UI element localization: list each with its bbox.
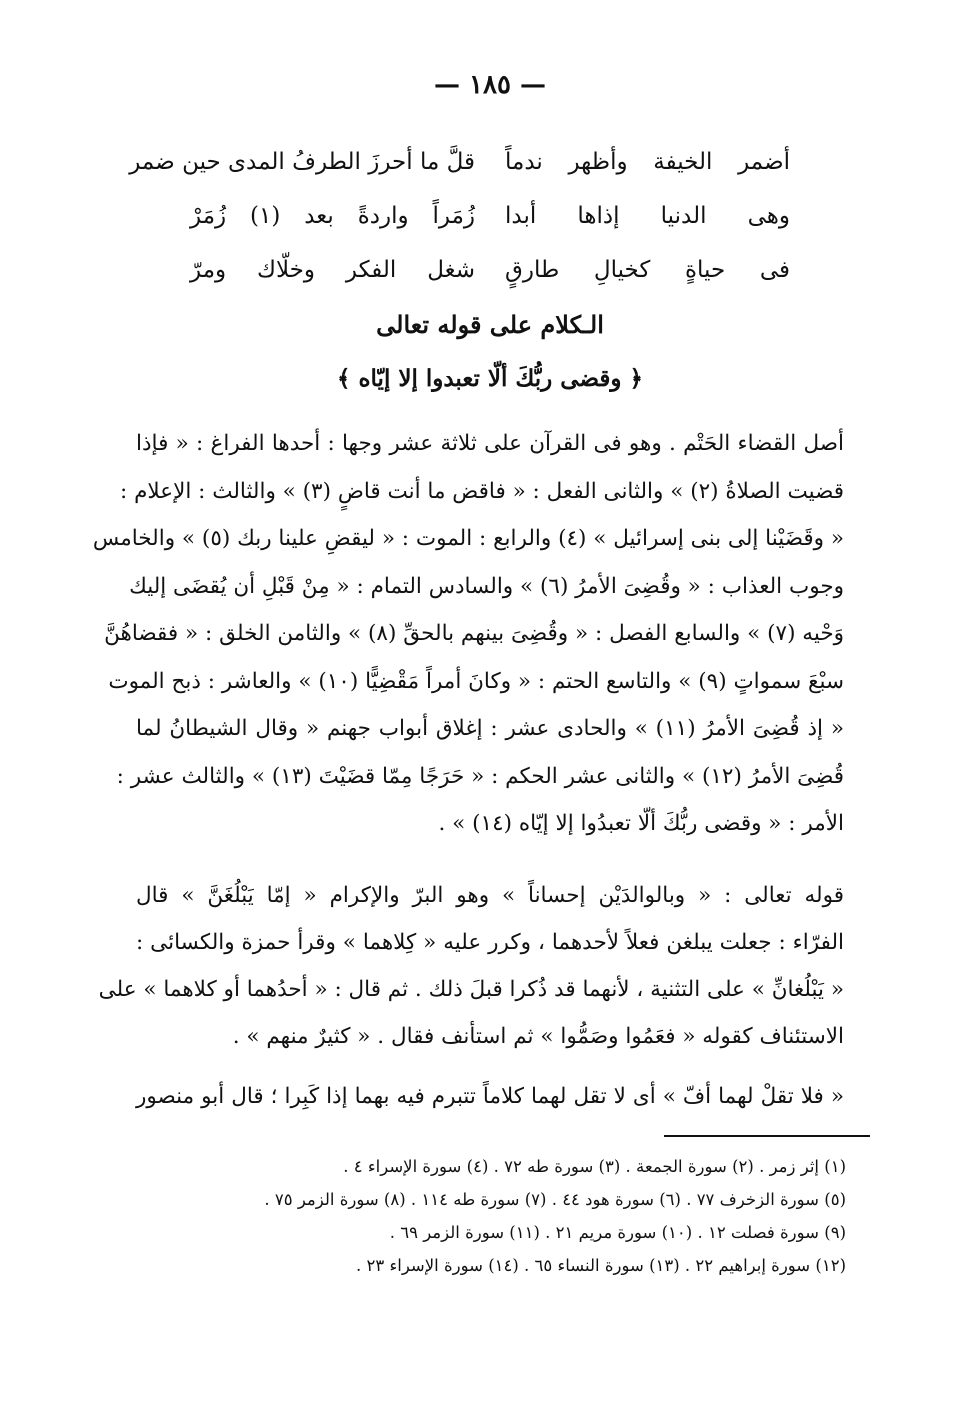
section-title: الـكلام على قوله تعالى bbox=[376, 310, 604, 339]
page-number: — ١٨٥ — bbox=[433, 70, 547, 100]
poem-verse bbox=[190, 243, 790, 297]
text-line: وجوب العذاب : « وقُضِىَ الأمرُ (٦) » والسادس التمام : « مِنْ قَبْلِ أن يُقضَى إليك bbox=[129, 573, 844, 599]
text-line: قضيت الصلاةُ (٢) » والثانى الفعل : « فاقض ما أنت قاضٍ (٣) » والثالث : الإعلام : bbox=[120, 478, 844, 504]
text-line: قوله تعالى : « وبالوالدَيْن إحساناً » وهو البرّ والإكرام « إمّا يَبْلُغَنَّ » قال bbox=[136, 883, 844, 908]
footnote-line: (٥) سورة الزخرف ٧٧ . (٦) سورة هود ٤٤ . (٧) سورة طه ١١٤ . (٨) سورة الزمر ٧٥ . bbox=[264, 1190, 846, 1209]
verse-first-hemistich: أضمر الخيفة وأظهر ندماً bbox=[505, 149, 790, 175]
footnote-divider bbox=[664, 1135, 870, 1137]
text-line: الاستئناف كقوله « فعَمُوا وصَمُّوا » ثم استأنف فقال . « كثيرٌ منهم » . bbox=[232, 1024, 844, 1049]
paragraph-parents bbox=[98, 872, 844, 1060]
poem bbox=[129, 135, 790, 297]
text-line: الفرّاء : جعلت يبلغن فعلاً لأحدهما ، وكرر عليه « كِلاهما » وقرأ حمزة والكسائى : bbox=[136, 930, 844, 955]
paragraph-meanings-of-qada bbox=[92, 420, 844, 848]
text-line: « فلا تقلْ لهما أفّ » أى لا تقل لهما كلاماً تتبرم فيه بهما إذا كَبِرا ؛ قال أبو منصور bbox=[136, 1084, 844, 1109]
text-line: « وقَضَيْنا إلى بنى إسرائيل » (٤) والرابع : الموت : « ليقضِ علينا ربك (٥) » والخامس bbox=[92, 526, 844, 551]
text-line: قُضِىَ الأمرُ (١٢) » والثانى عشر الحكم : « حَرَجًا مِمّا قضَيْتَ (١٣) » والثالث عشر : bbox=[116, 763, 844, 789]
text-line: أصل القضاء الحَتْم . وهو فى القرآن على ثلاثة عشر وجها : أحدها الفراغ : « فإذا bbox=[136, 431, 844, 456]
verse-second-hemistich: شغل الفكر وخلّاك ومرّ bbox=[190, 257, 475, 283]
verse-second-hemistich: قلَّ ما أحرزَ الطرفُ المدى حين ضمر bbox=[129, 149, 475, 175]
verse-first-hemistich: فى حياةٍ كخيالِ طارقٍ bbox=[505, 257, 790, 283]
text-line: « يَبْلُغانِّ » على التثنية ، لأنهما قد ذُكرا قبلَ ذلك . ثم قال : « أحدُهما أو كلاهما » على bbox=[98, 977, 844, 1002]
text-line: سبْعَ سمواتٍ (٩) » والتاسع الحتم : « وكانَ أمراً مَقْضِيًّا (١٠) » والعاشر : ذبح الموت bbox=[108, 668, 844, 694]
verse-second-hemistich: زُمَراً واردةً بعد (١) زُمَرْ bbox=[190, 203, 475, 229]
text-line: وَحْيه (٧) » والسابع الفصل : « وقُضِىَ بينهم بالحقِّ (٨) » والثامن الخلق : « فقضاهُنَّ bbox=[104, 621, 844, 646]
poem-verse bbox=[190, 189, 790, 243]
footnote-line: (٩) سورة فصلت ١٢ . (١٠) سورة مريم ٢١ . (١١) سورة الزمر ٦٩ . bbox=[389, 1223, 846, 1242]
footnotes bbox=[160, 1150, 846, 1282]
text-line: « إذ قُضِىَ الأمرُ (١١) » والحادى عشر : إغلاق أبواب جهنم « وقال الشيطانُ لما bbox=[136, 716, 844, 741]
poem-verse bbox=[129, 135, 790, 189]
footnote-line: (١) إثر زمر . (٢) سورة الجمعة . (٣) سورة طه ٧٢ . (٤) سورة الإسراء ٤ . bbox=[343, 1157, 846, 1176]
paragraph-uff bbox=[136, 1075, 844, 1119]
text-line: الأمر : « وقضى ربُّكَ ألّا تعبدُوا إلا إيّاه (١٤) » . bbox=[438, 811, 844, 836]
footnote-line: (١٢) سورة إبراهيم ٢٢ . (١٣) سورة النساء ٦٥ . (١٤) سورة الإسراء ٢٣ . bbox=[356, 1256, 846, 1275]
quran-verse-title: ﴿ وقضى ربُّكَ ألّا تعبدوا إلا إيّاه ﴾ bbox=[337, 365, 643, 392]
verse-first-hemistich: وهى الدنيا إذاها أبدا bbox=[505, 203, 790, 229]
